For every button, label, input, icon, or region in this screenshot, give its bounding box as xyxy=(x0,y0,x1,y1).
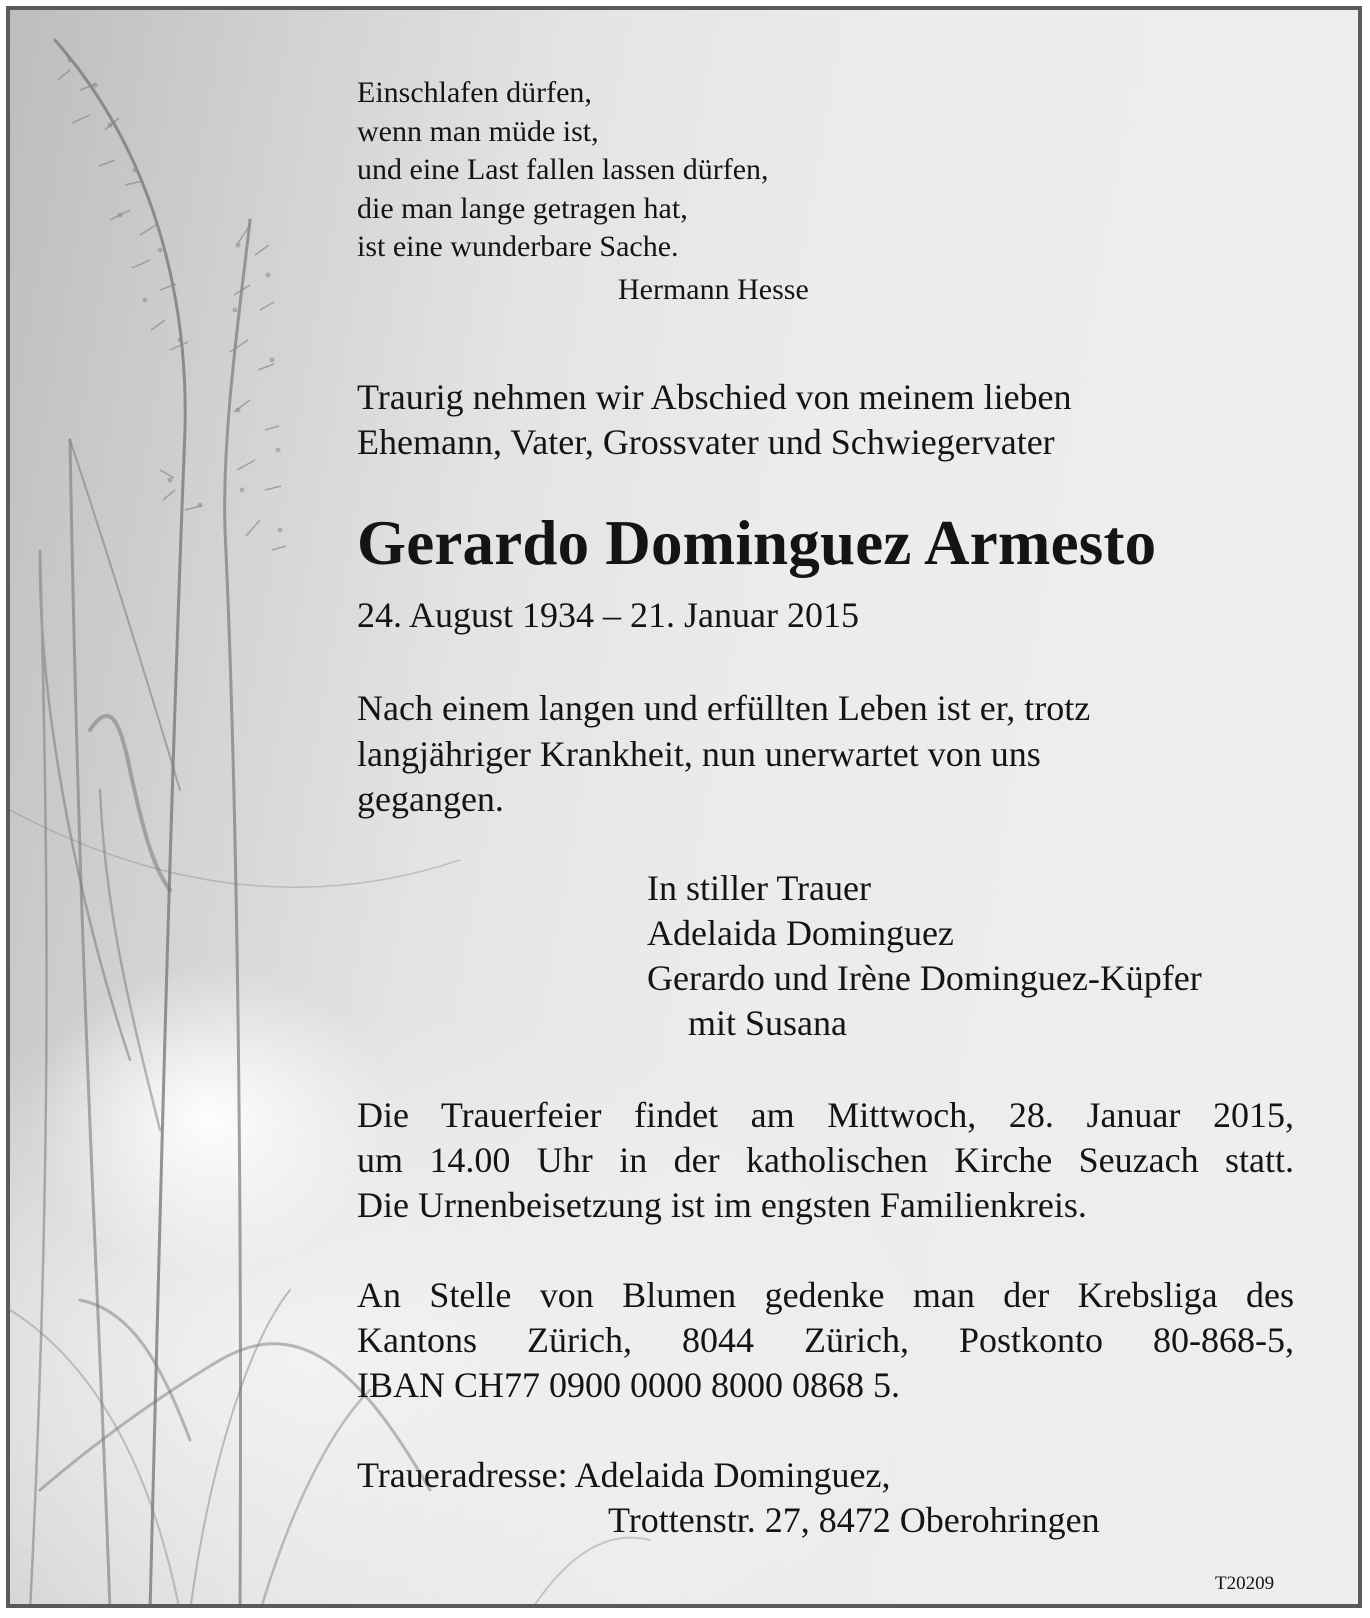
ceremony-line: Die Urnenbeisetzung ist im engsten Familienkreis. xyxy=(357,1185,1087,1225)
mourners-block xyxy=(647,866,1202,1046)
poem-line: Einschlafen dürfen, xyxy=(357,76,592,109)
ceremony-line: um 14.00 Uhr in der katholischen Kirche Seuzach statt. xyxy=(357,1140,1294,1180)
mourner-continuation: mit Susana xyxy=(688,1003,847,1043)
obituary-frame xyxy=(6,6,1362,1608)
donation-text xyxy=(357,1273,1294,1408)
donation-line: IBAN CH77 0900 0000 8000 0868 5. xyxy=(357,1365,901,1405)
donation-line: Kantons Zürich, 8044 Zürich, Postkonto 80-868-5, xyxy=(357,1320,1294,1360)
poem-line: ist eine wunderbare Sache. xyxy=(357,230,679,263)
ceremony-line: Die Trauerfeier findet am Mittwoch, 28. Januar 2015, xyxy=(357,1095,1294,1135)
message-line: Nach einem langen und erfüllten Leben ist er, trotz xyxy=(357,688,1091,728)
intro-line: Traurig nehmen wir Abschied von meinem lieben xyxy=(357,377,1072,417)
donation-line: An Stelle von Blumen gedenke man der Krebsliga des xyxy=(357,1275,1294,1315)
poem-line: und eine Last fallen lassen dürfen, xyxy=(357,153,769,186)
address-line-2: Trottenstr. 27, 8472 Oberohringen xyxy=(608,1500,1100,1540)
message-line: langjähriger Krankheit, nun unerwartet von uns xyxy=(357,733,1041,774)
mourners-heading: In stiller Trauer xyxy=(647,868,871,908)
mourner-name: Gerardo und Irène Dominguez-Küpfer xyxy=(647,958,1202,998)
ad-code: T20209 xyxy=(1215,1573,1275,1594)
poem-line: die man lange getragen hat, xyxy=(357,191,688,225)
poem-line: wenn man müde ist, xyxy=(357,114,599,148)
mourning-address xyxy=(357,1453,1100,1543)
life-dates: 24. August 1934 – 21. Januar 2015 xyxy=(357,595,859,635)
ceremony-text xyxy=(357,1093,1294,1228)
message-text xyxy=(357,686,1090,823)
poem-author: Hermann Hesse xyxy=(618,273,809,306)
intro-line: Ehemann, Vater, Grossvater und Schwiegervater xyxy=(357,422,1055,462)
mourner-name: Adelaida Dominguez xyxy=(647,913,954,953)
deceased-name: Gerardo Dominguez Armesto xyxy=(357,508,1157,578)
address-line-1: Traueradresse: Adelaida Dominguez, xyxy=(357,1455,891,1495)
message-line: gegangen. xyxy=(357,779,504,819)
intro-text xyxy=(357,375,1072,465)
poem xyxy=(357,74,769,267)
